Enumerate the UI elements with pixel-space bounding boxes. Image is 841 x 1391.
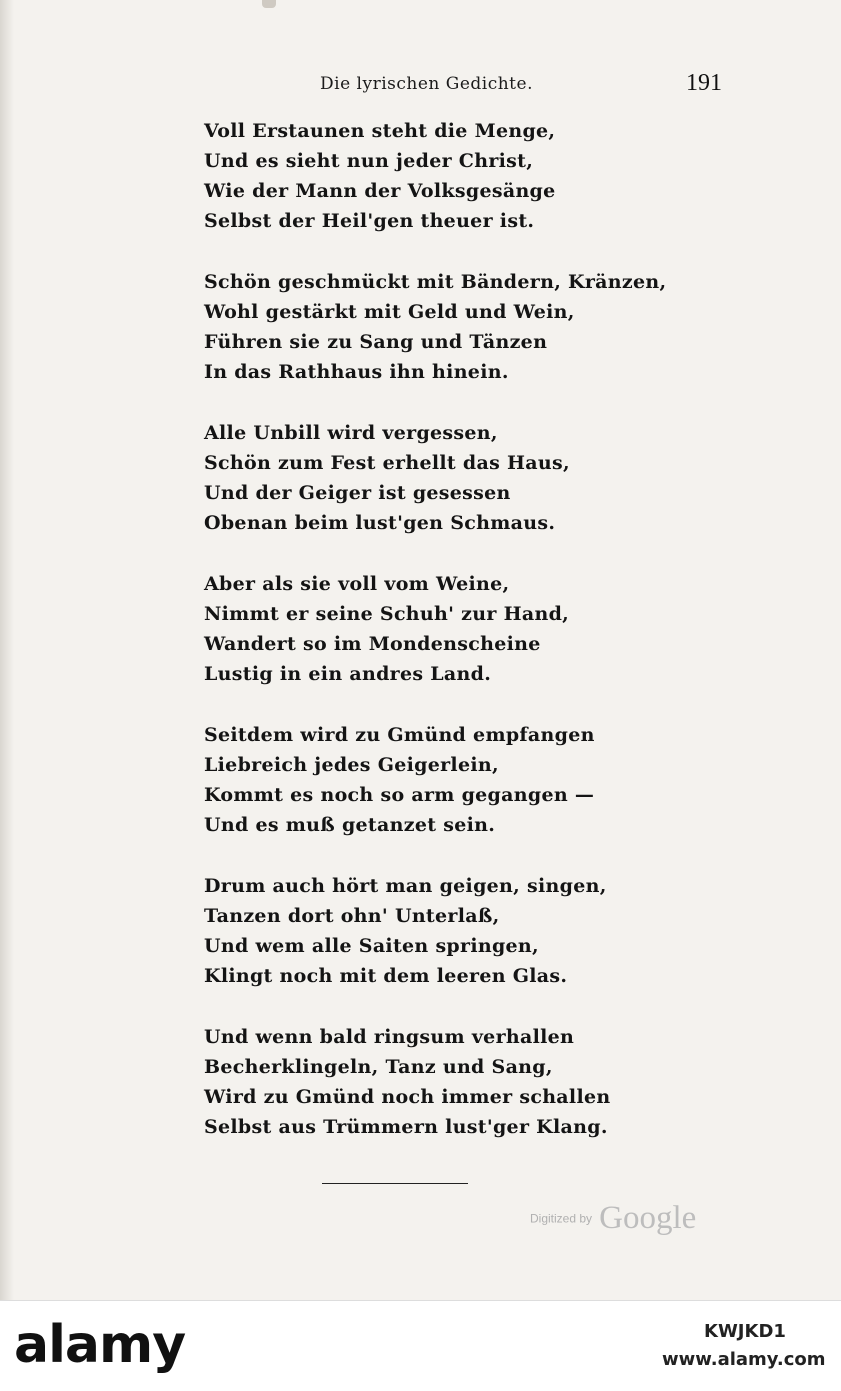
page-binding-edge <box>0 0 14 1300</box>
poem-line: Wandert so im Mondenscheine <box>204 633 541 655</box>
poem-line: Liebreich jedes Geigerlein, <box>204 754 499 776</box>
poem-line: Seitdem wird zu Gmünd empfangen <box>204 724 595 746</box>
stock-watermark-bar <box>0 1300 841 1391</box>
poem-line: Und wem alle Saiten springen, <box>204 935 539 957</box>
poem-line: Alle Unbill wird vergessen, <box>204 422 498 444</box>
poem-line: Selbst der Heil'gen theuer ist. <box>204 210 535 232</box>
poem-line: Führen sie zu Sang und Tänzen <box>204 331 548 353</box>
poem-line: Nimmt er seine Schuh' zur Hand, <box>204 603 570 625</box>
poem-line: Aber als sie voll vom Weine, <box>204 573 510 595</box>
poem <box>204 116 804 1173</box>
poem-line: In das Rathhaus ihn hinein. <box>204 361 509 383</box>
running-head-title: Die lyrischen Gedichte. <box>320 74 533 94</box>
page-number: 191 <box>686 70 722 96</box>
poem-line: Wohl gestärkt mit Geld und Wein, <box>204 301 575 323</box>
poem-line: Drum auch hört man geigen, singen, <box>204 875 607 897</box>
page-top-mark <box>262 0 276 8</box>
image-id: KWJKD1 <box>704 1321 786 1342</box>
end-rule <box>322 1183 468 1184</box>
poem-line: Klingt noch mit dem leeren Glas. <box>204 965 568 987</box>
poem-line: Tanzen dort ohn' Unterlaß, <box>204 905 500 927</box>
poem-line: Obenan beim lust'gen Schmaus. <box>204 512 556 534</box>
stanza <box>204 871 804 991</box>
poem-line: Schön zum Fest erhellt das Haus, <box>204 452 570 474</box>
poem-line: Schön geschmückt mit Bändern, Kränzen, <box>204 271 667 293</box>
google-logo: Google <box>599 1200 697 1236</box>
stanza <box>204 418 804 538</box>
stanza <box>204 267 804 387</box>
poem-line: Lustig in ein andres Land. <box>204 663 492 685</box>
watermark-url: www.alamy.com <box>662 1349 826 1370</box>
poem-line: Wird zu Gmünd noch immer schallen <box>204 1086 611 1108</box>
stanza <box>204 116 804 236</box>
poem-line: Und es muß getanzet sein. <box>204 814 496 836</box>
digitized-by-label: Digitized by <box>530 1211 593 1226</box>
stanza <box>204 720 804 840</box>
poem-line: Und es sieht nun jeder Christ, <box>204 150 534 172</box>
stanza <box>204 1022 804 1142</box>
stanza <box>204 569 804 689</box>
poem-line: Voll Erstaunen steht die Menge, <box>204 120 556 142</box>
poem-line: Und wenn bald ringsum verhallen <box>204 1026 575 1048</box>
poem-line: Becherklingeln, Tanz und Sang, <box>204 1056 553 1078</box>
poem-line: Wie der Mann der Volksgesänge <box>204 180 556 202</box>
digitized-by-stamp <box>530 1200 696 1240</box>
poem-line: Kommt es noch so arm gegangen — <box>204 784 595 806</box>
poem-line: Selbst aus Trümmern lust'ger Klang. <box>204 1116 608 1138</box>
running-head <box>0 64 841 104</box>
alamy-logo: alamy <box>14 1315 186 1375</box>
poem-line: Und der Geiger ist gesessen <box>204 482 511 504</box>
